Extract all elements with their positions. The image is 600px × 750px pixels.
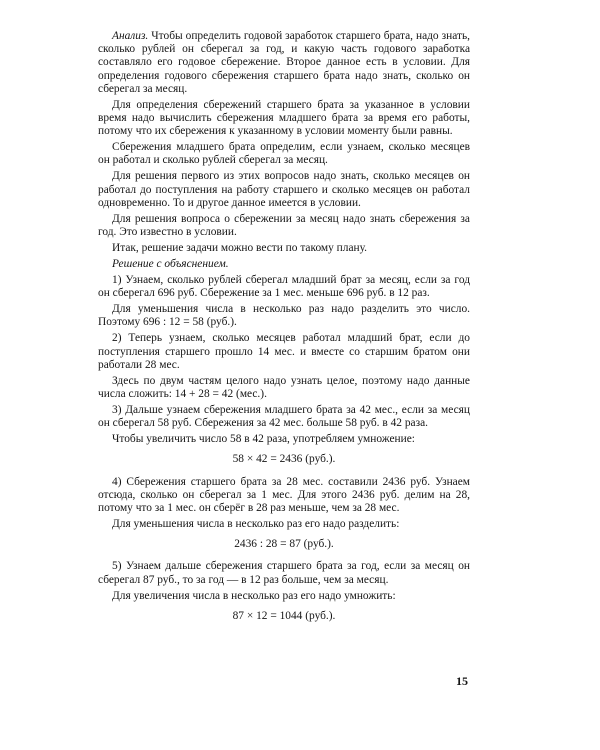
equation: 58 × 42 = 2436 (руб.). — [232, 453, 336, 466]
analysis-text: Чтобы определить годовой заработок старшего брата, надо знать, сколько рублей он сберегал за год, и какую часть годового заработка составляло его годовое сбережение. Второе данное есть в условии. Для определения годового сбережения старшего брата надо знать, сколько он сберегал за месяц. — [98, 30, 470, 95]
solution-heading — [98, 258, 470, 271]
solution-heading-text: Решение с объяснением. — [112, 258, 229, 271]
analysis-paragraph — [98, 30, 470, 96]
page-number: 15 — [456, 674, 468, 688]
paragraph: Здесь по двум частям целого надо узнать целое, поэтому надо данные числа сложить: 14 + 28 = 42 (мес.). — [98, 374, 470, 401]
analysis-lead: Анализ. — [112, 30, 149, 42]
step-paragraph: 5) Узнаем дальше сбережения старшего брата за год, если за месяц он сберегал 87 руб., то за год — в 12 раз больше, чем за месяц. — [98, 560, 470, 586]
step-paragraph: 1) Узнаем, сколько рублей сберегал младший брат за месяц, если за год он сберегал 696 руб. Сбережение за 1 мес. меньше 696 руб. в 12 раз. — [98, 274, 470, 300]
paragraph: Для увеличения числа в несколько раз его надо умножить: — [112, 589, 396, 602]
paragraph: Итак, решение задачи можно вести по такому плану. — [112, 242, 368, 255]
step-paragraph: 2) Теперь узнаем, сколько месяцев работал младший брат, если до поступления старшего прошло 14 мес. и вместе со старшим братом они работали 28 мес. — [98, 332, 470, 371]
step-paragraph: 4) Сбережения старшего брата за 28 мес. составили 2436 руб. Узнаем отсюда, сколько он сберегал за 1 мес. Для этого 2436 руб. делим на 28, потому что за 1 мес. он сберёг в 28 раз меньше, чем за 28 мес. — [98, 475, 470, 515]
page-text — [98, 30, 470, 632]
paragraph: Чтобы увеличить число 58 в 42 раза, употребляем умножение: — [112, 433, 415, 446]
paragraph: Для уменьшения числа в несколько раз его надо разделить: — [112, 518, 400, 531]
equation: 2436 : 28 = 87 (руб.). — [234, 538, 334, 551]
equation: 87 × 12 = 1044 (руб.). — [232, 609, 336, 622]
paragraph: Для решения первого из этих вопросов надо знать, сколько месяцев он работал до поступления на работу старшего и сколько месяцев он работал одновременно. То и другое данное имеется в условии. — [98, 170, 470, 209]
step-paragraph: 3) Дальше узнаем сбережения младшего брата за 42 мес., если за месяц он сберегал 58 руб. Сбережения за 42 мес. больше 58 руб. в 42 раза. — [98, 404, 470, 430]
paragraph: Для определения сбережений старшего брата за указанное в условии время надо вычислить сбережения младшего брата за время его работы, потому что их сбережения к указанному в условии моменту были равны. — [98, 98, 470, 138]
paragraph: Для уменьшения числа в несколько раз надо разделить это число. Поэтому 696 : 12 = 58 (руб.). — [98, 303, 470, 329]
paragraph: Для решения вопроса о сбережении за месяц надо знать сбережения за год. Это известно в условии. — [98, 212, 470, 239]
paragraph: Сбережения младшего брата определим, если узнаем, сколько месяцев он работал и сколько рублей сберегал за месяц. — [98, 141, 470, 167]
